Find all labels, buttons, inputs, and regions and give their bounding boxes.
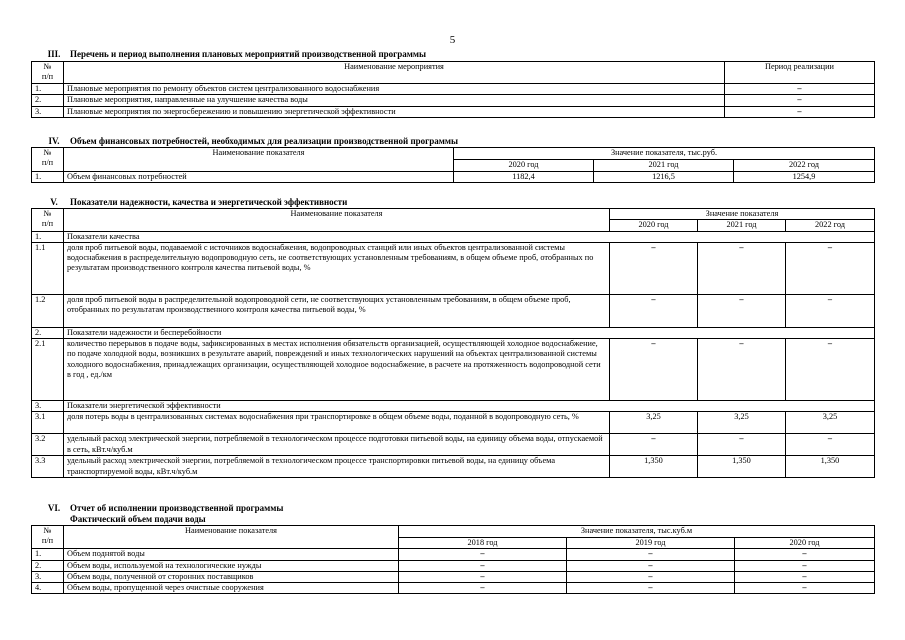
section-number: V. bbox=[50, 197, 58, 207]
row-name: доля проб питьевой воды, подаваемой с источников водоснабжения, водопроводных станций или иных объектов централизованной системы водоснабжения в распределительную водопроводную сеть, не соответствующих установленным требованиям, в общем объеме проб, отобранных по результатам производственного контроля качества питьевой воды, % bbox=[64, 242, 610, 294]
table-row bbox=[32, 294, 875, 327]
row-number: 1. bbox=[32, 549, 64, 560]
row-value: – bbox=[610, 294, 698, 327]
col-header-year: 2021 год bbox=[594, 160, 734, 172]
table-row bbox=[32, 95, 875, 106]
col-header-year: 2020 год bbox=[610, 220, 698, 231]
row-number: 3.1 bbox=[32, 412, 64, 434]
table-water-supply bbox=[31, 525, 875, 594]
section-title: Показатели надежности, качества и энергетической эффективности bbox=[70, 197, 348, 207]
col-header-value: Значение показателя, тыс.руб. bbox=[454, 148, 875, 160]
col-header-year: 2019 год bbox=[567, 538, 735, 549]
row-value: – bbox=[786, 294, 875, 327]
table-indicators bbox=[31, 208, 875, 478]
row-number: 4. bbox=[32, 583, 64, 594]
col-header-name: Наименование показателя bbox=[64, 526, 399, 549]
row-name: доля потерь воды в централизованных системах водоснабжения при транспортировке в общем объеме воды, поданной в водопроводную сеть, % bbox=[64, 412, 610, 434]
row-value: – bbox=[567, 583, 735, 594]
group-title: Показатели энергетической эффективности bbox=[64, 401, 875, 412]
col-header-no: № п/п bbox=[32, 209, 64, 232]
row-value: – bbox=[786, 242, 875, 294]
row-value: – bbox=[567, 560, 735, 571]
col-header-value: Значение показателя, тыс.куб.м bbox=[399, 526, 875, 538]
row-value: – bbox=[786, 434, 875, 456]
row-name: Плановые мероприятия по энергосбережению и повышению энергетической эффективности bbox=[64, 106, 725, 117]
col-header-year: 2021 год bbox=[698, 220, 786, 231]
group-row bbox=[32, 231, 875, 242]
row-value: 1254,9 bbox=[734, 172, 875, 183]
row-number: 1. bbox=[32, 172, 64, 183]
row-period: – bbox=[725, 95, 875, 106]
row-number: 2. bbox=[32, 560, 64, 571]
col-header-name: Наименование показателя bbox=[64, 148, 454, 172]
col-header-period: Период реализации bbox=[725, 62, 875, 84]
row-name: Объем воды, используемой на технологические нужды bbox=[64, 560, 399, 571]
row-value: – bbox=[786, 339, 875, 401]
row-value: – bbox=[610, 242, 698, 294]
row-name: Объем воды, пропущенной через очистные сооружения bbox=[64, 583, 399, 594]
row-value: – bbox=[698, 242, 786, 294]
row-value: – bbox=[735, 583, 875, 594]
table-row bbox=[32, 172, 875, 183]
col-header-no: № п/п bbox=[32, 148, 64, 172]
table-row bbox=[32, 84, 875, 95]
col-header-name: Наименование мероприятия bbox=[64, 62, 725, 84]
col-header-year: 2020 год bbox=[735, 538, 875, 549]
row-name: Объем поднятой воды bbox=[64, 549, 399, 560]
row-name: доля проб питьевой воды в распределительной водопроводной сети, не соответствующих установленным требованиям, в общем объеме проб, отобранных по результатам производственного контроля качества питьевой воды, % bbox=[64, 294, 610, 327]
table-activities bbox=[31, 61, 875, 118]
row-name: удельный расход электрической энергии, потребляемой в технологическом процессе подготовки питьевой воды, на единицу объема воды, отпускаемой в сеть, кВт.ч/куб.м bbox=[64, 434, 610, 456]
row-number: 3. bbox=[32, 401, 64, 412]
row-number: 1.1 bbox=[32, 242, 64, 294]
row-value: – bbox=[735, 571, 875, 582]
group-title: Показатели надежности и бесперебойности bbox=[64, 327, 875, 338]
table-row bbox=[32, 571, 875, 582]
row-name: Плановые мероприятия по ремонту объектов систем централизованного водоснабжения bbox=[64, 84, 725, 95]
row-value: – bbox=[610, 434, 698, 456]
row-value: – bbox=[399, 549, 567, 560]
row-value: 1,350 bbox=[610, 456, 698, 478]
row-value: 1182,4 bbox=[454, 172, 594, 183]
page-number: 5 bbox=[449, 34, 456, 46]
row-value: 1,350 bbox=[786, 456, 875, 478]
group-title: Показатели качества bbox=[64, 231, 875, 242]
row-value: 3,25 bbox=[786, 412, 875, 434]
section-title: Перечень и период выполнения плановых мероприятий производственной программы bbox=[70, 49, 427, 59]
row-value: – bbox=[567, 549, 735, 560]
row-name: удельный расход электрической энергии, потребляемой в технологическом процессе транспортировки питьевой воды, на единицу объема транспортируемой воды, кВт.ч/куб.м bbox=[64, 456, 610, 478]
col-header-year: 2020 год bbox=[454, 160, 594, 172]
section-title: Объем финансовых потребностей, необходимых для реализации производственной программы bbox=[70, 136, 459, 146]
table-row bbox=[32, 106, 875, 117]
row-number: 3. bbox=[32, 571, 64, 582]
section-number: IV. bbox=[48, 136, 60, 146]
row-value: – bbox=[610, 339, 698, 401]
section-6-subtitle: Фактический объем подачи воды bbox=[70, 514, 206, 524]
row-value: – bbox=[698, 339, 786, 401]
section-6-heading bbox=[38, 503, 283, 513]
table-row bbox=[32, 412, 875, 434]
table-row bbox=[32, 456, 875, 478]
row-name: Объем воды, полученной от сторонних поставщиков bbox=[64, 571, 399, 582]
col-header-value: Значение показателя bbox=[610, 209, 875, 220]
group-row bbox=[32, 401, 875, 412]
section-4-heading bbox=[38, 136, 458, 146]
table-row bbox=[32, 434, 875, 456]
row-name: Объем финансовых потребностей bbox=[64, 172, 454, 183]
group-row bbox=[32, 327, 875, 338]
row-value: – bbox=[399, 560, 567, 571]
row-value: – bbox=[698, 434, 786, 456]
row-value: – bbox=[399, 583, 567, 594]
table-row bbox=[32, 549, 875, 560]
row-value: 1,350 bbox=[698, 456, 786, 478]
row-number: 1. bbox=[32, 231, 64, 242]
row-number: 2. bbox=[32, 327, 64, 338]
col-header-name: Наименование показателя bbox=[64, 209, 610, 232]
row-value: – bbox=[735, 560, 875, 571]
section-number: VI. bbox=[47, 503, 61, 513]
row-period: – bbox=[725, 84, 875, 95]
table-financial bbox=[31, 147, 875, 183]
row-value: – bbox=[698, 294, 786, 327]
section-title: Отчет об исполнении производственной программы bbox=[70, 503, 284, 513]
row-value: 3,25 bbox=[610, 412, 698, 434]
row-number: 1.2 bbox=[32, 294, 64, 327]
section-3-heading bbox=[38, 49, 426, 59]
row-name: количество перерывов в подаче воды, зафиксированных в местах исполнения обязательств организацией, осуществляющей холодное водоснабжение, по подаче холодной воды, возникших в результате аварий, повреждений и иных технологических нарушений на объектах централизованной системы холодного водоснабжения, принадлежащих организации, осуществляющей холодное водоснабжение, в расчете на протяженность водопроводной сети в год , ед./км bbox=[64, 339, 610, 401]
row-name: Плановые мероприятия, направленные на улучшение качества воды bbox=[64, 95, 725, 106]
row-value: 1216,5 bbox=[594, 172, 734, 183]
row-value: – bbox=[567, 571, 735, 582]
section-number: III. bbox=[47, 49, 61, 59]
col-header-no: № п/п bbox=[32, 526, 64, 549]
row-value: – bbox=[399, 571, 567, 582]
col-header-year: 2022 год bbox=[734, 160, 875, 172]
row-number: 1. bbox=[32, 84, 64, 95]
col-header-no: № п/п bbox=[32, 62, 64, 84]
row-period: – bbox=[725, 106, 875, 117]
col-header-year: 2022 год bbox=[786, 220, 875, 231]
row-value: – bbox=[735, 549, 875, 560]
row-number: 3. bbox=[32, 106, 64, 117]
table-row bbox=[32, 583, 875, 594]
row-number: 3.2 bbox=[32, 434, 64, 456]
table-row bbox=[32, 339, 875, 401]
row-number: 2.1 bbox=[32, 339, 64, 401]
col-header-year: 2018 год bbox=[399, 538, 567, 549]
table-row bbox=[32, 242, 875, 294]
section-5-heading bbox=[38, 197, 347, 207]
row-value: 3,25 bbox=[698, 412, 786, 434]
table-row bbox=[32, 560, 875, 571]
row-number: 2. bbox=[32, 95, 64, 106]
row-number: 3.3 bbox=[32, 456, 64, 478]
